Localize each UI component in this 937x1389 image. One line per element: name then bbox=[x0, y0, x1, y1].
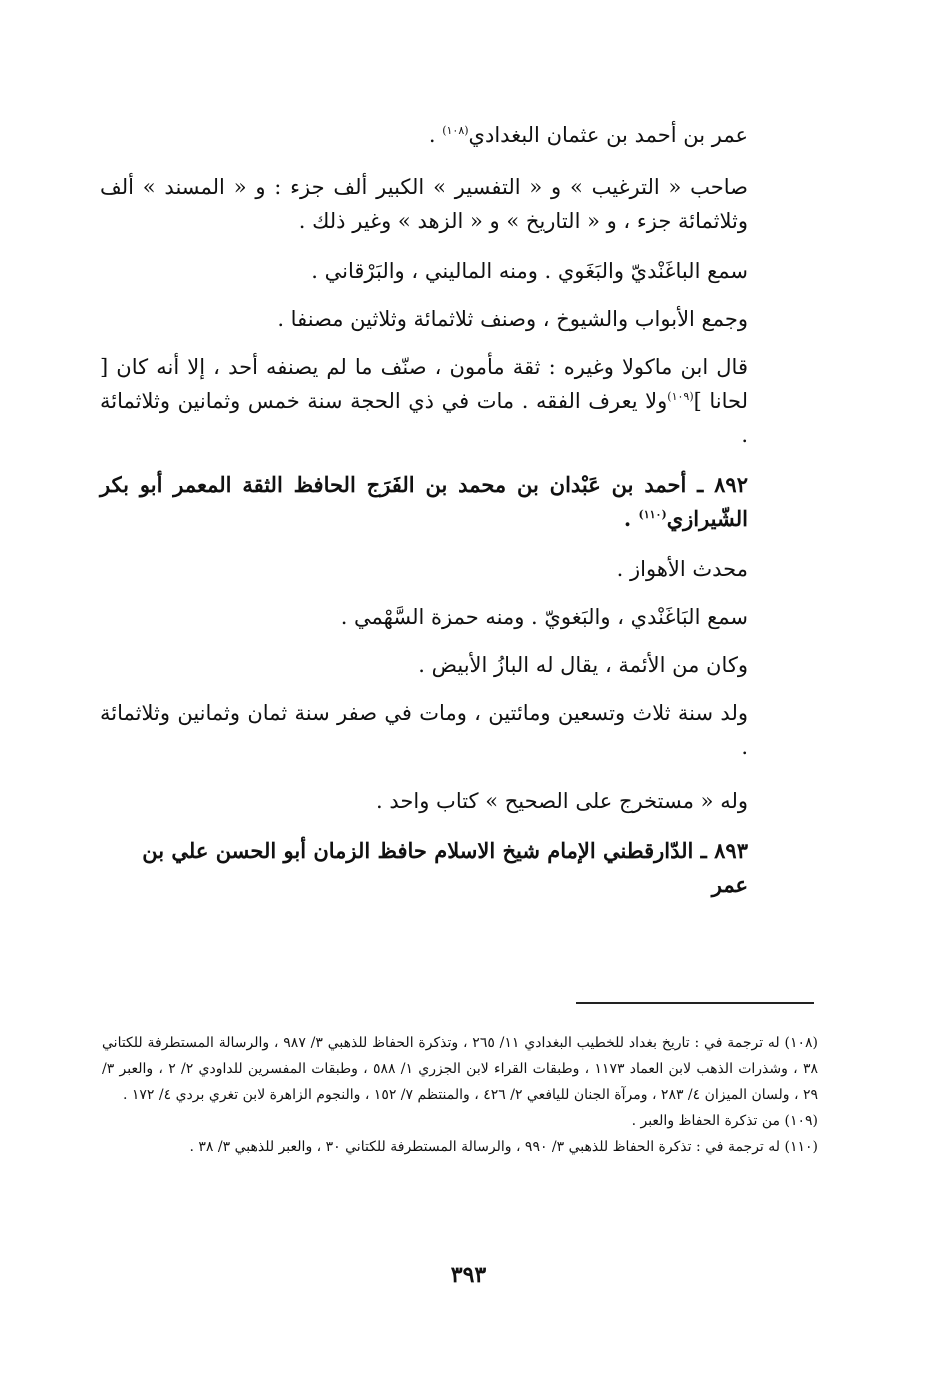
paragraph: وكان من الأئمة ، يقال له البازُ الأبيض . bbox=[418, 653, 748, 677]
page-number: ٣٩٣ bbox=[450, 1262, 487, 1288]
text-line: عمر بن أحمد بن عثمان البغدادي bbox=[468, 123, 748, 147]
footnote-ref: (١٠٩) bbox=[667, 390, 694, 403]
footnote: (١٠٨) له ترجمة في : تاريخ بغداد للخطيب البغدادي ١١/ ٢٦٥ ، وتذكرة الحفاظ للذهبي ٣/ ٩٨٧ ، والرسالة المستطرفة للكتاني ٣٨ ، وشذرات الذهب لابن العماد ١١٧٣ ، وطبقات القراء لابن الجزري ١/ ٥٨٨ ، وطبقات المفسرين للداودي ٢/ ٢ ، والعبر ٣/ ٢٩ ، ولسان الميزان ٤/ ٢٨٣ ، ومرآة الجنان لليافعي ٢/ ٤٢٦ ، والمنتظم ٧/ ١٥٢ ، والنجوم الزاهرة لابن تغري بردي ٤/ ١٧٢ . bbox=[102, 1035, 818, 1103]
text-line: . bbox=[428, 123, 443, 147]
footnote-ref: (١٠٨) bbox=[442, 124, 469, 137]
paragraph bbox=[100, 350, 818, 452]
footnote: (١١٠) له ترجمة في : تذكرة الحفاظ للذهبي ٣/ ٩٩٠ ، والرسالة المستطرفة للكتاني ٣٠ ، والعبر للذهبي ٣/ ٣٨ . bbox=[189, 1139, 818, 1155]
paragraph: سمع البَاغَنْدي ، والبَغويّ . ومنه حمزة السَّهْمي . bbox=[340, 605, 748, 629]
entry-heading-892 bbox=[100, 468, 818, 536]
footnote-divider bbox=[576, 1002, 814, 1004]
paragraph: صاحب « الترغيب » و « التفسير » الكبير ألف جزء : و « المسند » ألف وثلاثمائة جزء ، و « التاريخ » و « الزهد » وغير ذلك . bbox=[100, 175, 748, 233]
text-line: ٨٩٢ ـ أحمد بن عَبْدان بن محمد بن الفَرَج الحافظ الثقة المعمر أبو بكر الشّيرازي bbox=[100, 472, 748, 531]
main-text bbox=[100, 118, 818, 902]
paragraph: محدث الأهواز . bbox=[616, 557, 748, 581]
entry-heading-893: ٨٩٣ ـ الدّارقطني الإمام شيخ الاسلام حافظ الزمان أبو الحسن علي بن عمر bbox=[142, 838, 748, 897]
paragraph: ولد سنة ثلاث وتسعين ومائتين ، ومات في صفر سنة ثمان وثمانين وثلاثمائة . bbox=[100, 701, 748, 759]
paragraph: وجمع الأبواب والشيوخ ، وصنف ثلاثمائة وثلاثين مصنفا . bbox=[277, 307, 748, 331]
footnote: (١٠٩) من تذكرة الحفاظ والعبر . bbox=[631, 1113, 818, 1129]
footnotes bbox=[102, 1030, 818, 1160]
text-line: قال ابن ماكولا وغيره : ثقة مأمون ، صنّف ما لم يصنفه أحد ، إلا أنه كان [ لحانا ] bbox=[100, 355, 748, 413]
text-line: ولا يعرف الفقه . مات في ذي الحجة سنة خمس وثمانين وثلاثمائة . bbox=[100, 389, 748, 447]
text-line: . bbox=[623, 506, 639, 531]
paragraph: وله « مستخرج على الصحيح » كتاب واحد . bbox=[376, 789, 748, 813]
paragraph bbox=[100, 118, 818, 152]
footnote-ref: (١١٠) bbox=[638, 508, 667, 521]
paragraph: سمع الباغَنْديّ والبَغَوي . ومنه الماليني ، والبَرْقاني . bbox=[311, 259, 748, 283]
